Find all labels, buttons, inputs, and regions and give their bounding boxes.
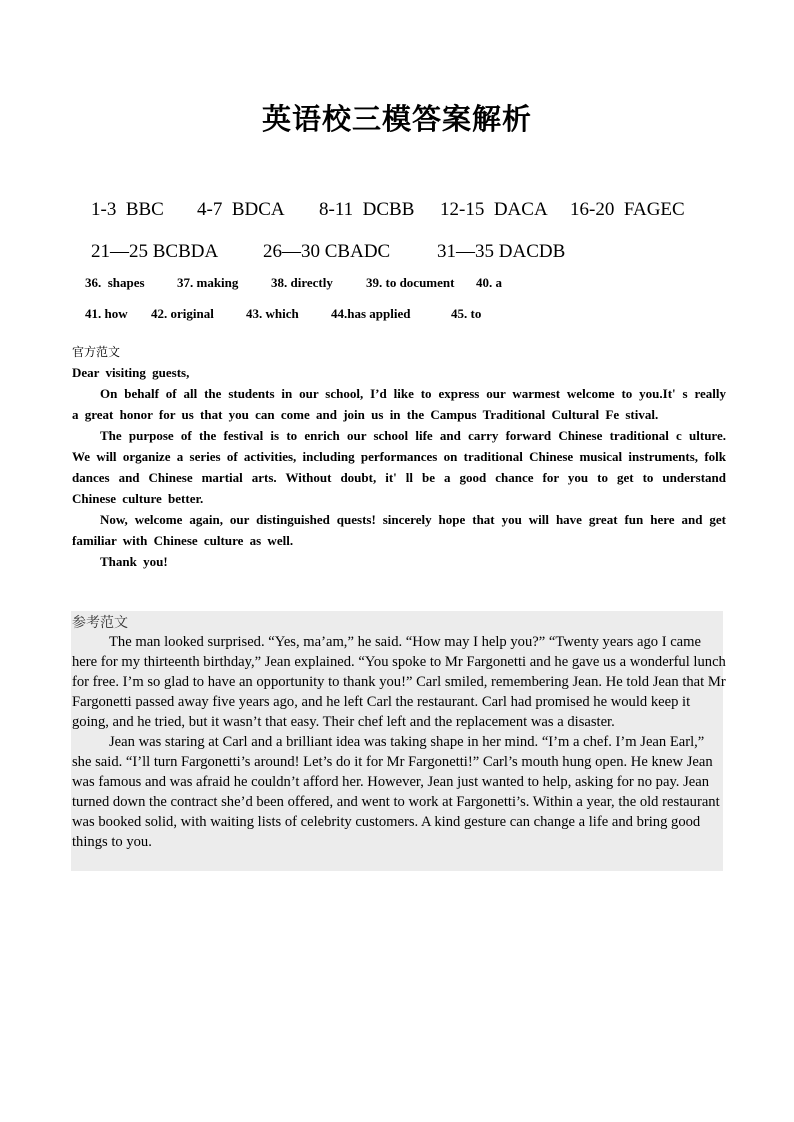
answer-group: 1-3 BBC bbox=[91, 199, 164, 220]
fill-answer: 45. to bbox=[451, 306, 482, 321]
letter-greeting: Dear visiting guests, bbox=[72, 365, 190, 380]
letter-paragraph: Now, welcome again, our distinguished quests! sincerely hope that you will have great fun here and get familiar with Chinese culture as well. bbox=[72, 512, 726, 548]
official-sample-letter bbox=[72, 362, 726, 572]
fill-answer: 39. to document bbox=[366, 275, 455, 290]
fill-answer: 36. shapes bbox=[85, 275, 145, 290]
answer-group: 8-11 DCBB bbox=[319, 199, 415, 220]
fill-answer: 43. which bbox=[246, 306, 299, 321]
reference-paragraph: Jean was staring at Carl and a brilliant idea was taking shape in her mind. “I’m a chef. I’m Jean Earl,” she said. “I’ll turn Fargonetti’s around! Let’s do it for Mr Fargonetti!” Carl’s mouth hung open. He knew Jean was famous and was afraid he couldn’t afford her. However, Jean just wanted to help, asking for no pay. Jean turned down the contract she’d been offered, and went to work at Fargonetti’s. Within a year, the old restaurant was booked solid, with waiting lists of celebrity customers. A kind gesture can change a life and bring good things to you. bbox=[72, 734, 720, 850]
fill-answer: 44.has applied bbox=[331, 306, 411, 321]
answer-group: 26—30 CBADC bbox=[263, 241, 391, 262]
reference-sample-text bbox=[72, 632, 726, 852]
answer-group: 31—35 DACDB bbox=[437, 241, 566, 262]
letter-paragraph: On behalf of all the students in our school, I’d like to express our warmest welcome to you.It' s really a great honor for us that you can come and join us in the Campus Traditional Cultural Fe stival. bbox=[72, 386, 726, 422]
answer-group: 16-20 FAGEC bbox=[570, 199, 685, 220]
answer-group: 4-7 BDCA bbox=[197, 199, 285, 220]
answer-group: 21—25 BCBDA bbox=[91, 241, 219, 262]
fill-answers-line-2 bbox=[72, 290, 481, 338]
reference-paragraph: The man looked surprised. “Yes, ma’am,” he said. “How may I help you?” “Twenty years ago I came here for my thirteenth birthday,” Jean explained. “You spoke to Mr Fargonetti and he gave us a wonderful lunch for free. I’m so glad to have an opportunity to thank you!” Carl smiled, remembering Jean. He told Jean that Mr Fargonetti passed away five years ago, and he left Carl the restaurant. Carl had promised he would keep it going, and he tried, but it wasn’t that easy. Their chef left and the replacement was a disaster. bbox=[72, 634, 726, 730]
fill-answer: 40. a bbox=[476, 275, 502, 290]
official-sample-label: 官方范文 bbox=[72, 345, 121, 359]
fill-answer: 42. original bbox=[151, 306, 214, 321]
letter-paragraph: The purpose of the festival is to enrich our school life and carry forward Chinese traditional c ulture. We will organize a series of activities, including performances on traditional Chinese musical instruments, folk dances and Chinese martial arts. Without doubt, it' ll be a good chance for you to get to understand Chinese culture better. bbox=[72, 428, 726, 506]
page-title: 英语校三模答案解析 bbox=[261, 102, 532, 136]
fill-answer: 37. making bbox=[177, 275, 239, 290]
letter-closing: Thank you! bbox=[100, 554, 168, 569]
reference-sample-label: 参考范文 bbox=[72, 615, 128, 631]
answer-group: 12-15 DACA bbox=[440, 199, 548, 220]
fill-answer: 41. how bbox=[85, 306, 128, 321]
fill-answer: 38. directly bbox=[271, 275, 333, 290]
